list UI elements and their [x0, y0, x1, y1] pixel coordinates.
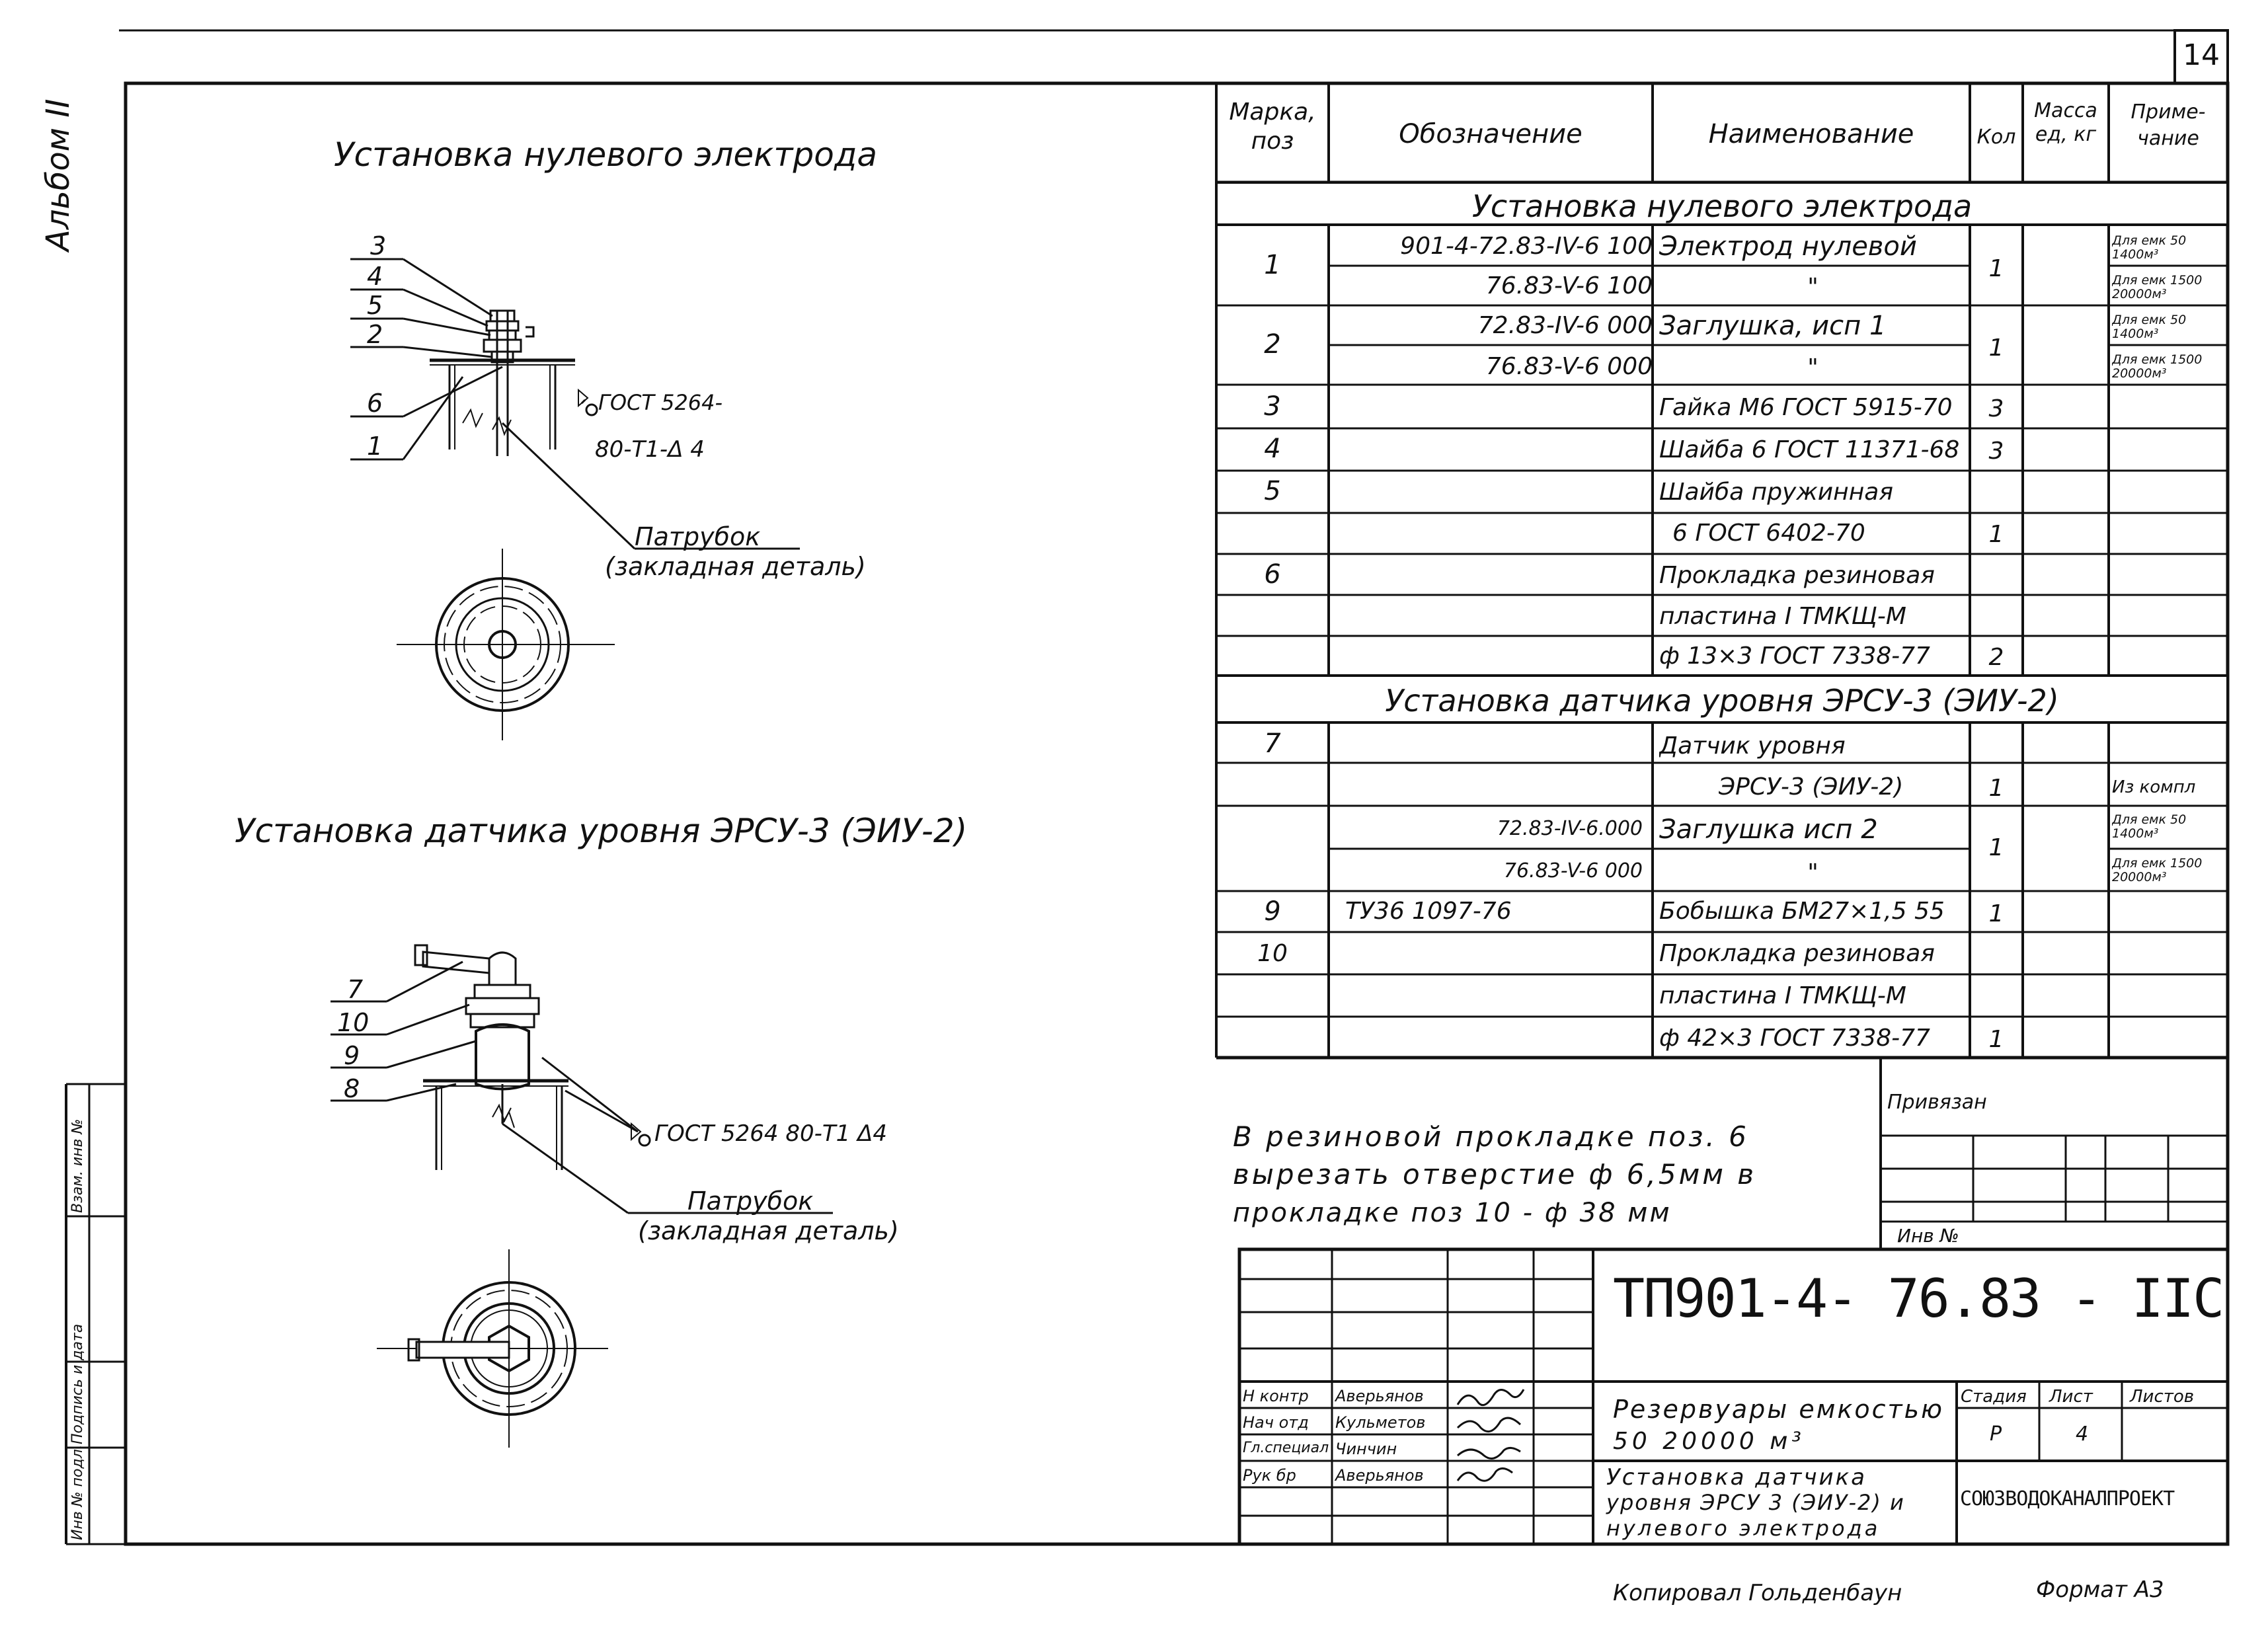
sig-role-3: Гл.специал: [1243, 1440, 1329, 1456]
row1-name: Электрод нулевой: [1659, 231, 1917, 262]
format-label: Формат А3: [2036, 1577, 2164, 1603]
drawing2-title: Установка датчика уровня ЭРСУ-3 (ЭИУ-2): [235, 812, 968, 850]
sheet-title-line1: Установка датчика: [1606, 1464, 1867, 1491]
project-line1: Резервуары емкостью: [1613, 1395, 1945, 1424]
row8b-prim: Для емк 1500 20000м³: [2112, 857, 2203, 884]
callout-1: 1: [367, 432, 383, 461]
section1-title: Установка нулевого электрода: [1471, 188, 1973, 224]
header-kol: Кол: [1976, 126, 2016, 149]
gost-ref-1a: ГОСТ 5264-: [598, 390, 723, 415]
row5-poz: 5: [1264, 476, 1281, 506]
row10c-kol: 1: [1988, 1026, 2004, 1053]
row5b-kol: 1: [1988, 521, 2004, 548]
row5-name: Шайба пружинная: [1659, 479, 1893, 506]
pipe-note-1: (закладная деталь): [605, 552, 866, 581]
row2-poz: 2: [1264, 329, 1281, 360]
row2-name: Заглушка, исп 1: [1659, 311, 1887, 341]
gost-ref-2: ГОСТ 5264 80-Т1 Δ4: [654, 1120, 887, 1147]
row9-oboz: ТУ36 1097-76: [1345, 898, 1512, 925]
side-stamp-vzam: Взам. инв №: [69, 1118, 86, 1213]
callout-6: 6: [367, 389, 383, 418]
sig-name-3: Чинчин: [1335, 1440, 1397, 1458]
row2b-name: ": [1807, 354, 1818, 381]
pipe-label-2: Патрубок: [687, 1187, 814, 1216]
row9-name: Бобышка БМ27×1,5 55: [1659, 898, 1945, 925]
note-line3: прокладке поз 10 - ф 38 мм: [1233, 1198, 1672, 1228]
row6c-name: ф 13×3 ГОСТ 7338-77: [1659, 643, 1930, 670]
row4-name: Шайба 6 ГОСТ 11371-68: [1659, 436, 1960, 463]
stage-label: Стадия: [1961, 1387, 2027, 1407]
side-stamp-inv: Инв № подл.: [69, 1444, 86, 1540]
row7b-prim: Из компл: [2112, 777, 2196, 797]
note-line2: вырезать отверстие ф 6,5мм в: [1233, 1158, 1757, 1190]
row10c-name: ф 42×3 ГОСТ 7338-77: [1659, 1025, 1930, 1052]
row3-name: Гайка М6 ГОСТ 5915-70: [1659, 394, 1953, 421]
doc-code: ТП901-4- 76.83 - IIС: [1613, 1268, 2224, 1329]
row8-prim: Для емк 50 1400м³: [2112, 813, 2187, 841]
sig-name-1: Аверьянов: [1335, 1387, 1424, 1405]
row1b-name: ": [1807, 274, 1818, 301]
row6b-name: пластина I ТМКЩ-М: [1659, 603, 1906, 630]
row7-poz: 7: [1264, 728, 1281, 759]
sig-name-4: Аверьянов: [1335, 1466, 1424, 1485]
sig-role-1: Н контр: [1243, 1387, 1309, 1405]
row2-kol: 1: [1988, 334, 2004, 362]
copied-by: Копировал Гольденбаун: [1613, 1580, 1902, 1606]
row1-oboz: 901-4-72.83-IV-6 100: [1400, 233, 1653, 260]
row1-poz: 1: [1264, 250, 1281, 280]
sheets-label: Листов: [2130, 1387, 2195, 1407]
stage-value: Р: [1990, 1423, 2002, 1446]
header-primechanie: Приме- чание: [2131, 100, 2206, 150]
header-naimenovanie: Наименование: [1708, 119, 1914, 149]
row2-prim: Для емк 50 1400м³: [2112, 313, 2187, 341]
note-line1: В резиновой прокладке поз. 6: [1233, 1120, 1749, 1153]
row10-poz: 10: [1257, 940, 1288, 967]
row1-kol: 1: [1988, 255, 2004, 282]
row2b-oboz: 76.83-V-6 000: [1485, 353, 1653, 380]
row5b-name: 6 ГОСТ 6402-70: [1672, 520, 1865, 547]
pipe-label-1: Патрубок: [635, 522, 761, 551]
row6-poz: 6: [1264, 559, 1281, 590]
project-line2: 50 20000 м³: [1613, 1428, 1805, 1455]
row10-name: Прокладка резиновая: [1659, 940, 1935, 967]
row3-poz: 3: [1264, 391, 1281, 422]
row4-poz: 4: [1264, 434, 1281, 464]
sheet-label: Лист: [2049, 1387, 2093, 1407]
callout-8: 8: [344, 1074, 360, 1103]
row6-name: Прокладка резиновая: [1659, 562, 1935, 589]
row9-poz: 9: [1264, 896, 1281, 927]
sheet-value: 4: [2076, 1423, 2089, 1446]
sig-role-4: Рук бр: [1243, 1466, 1296, 1485]
callout-2: 2: [367, 320, 383, 349]
row7-name: Датчик уровня: [1659, 732, 1846, 760]
row8b-oboz: 76.83-V-6 000: [1503, 859, 1643, 882]
row8-oboz: 72.83-IV-6.000: [1497, 817, 1643, 840]
header-oboznachenie: Обозначение: [1399, 119, 1583, 149]
row4-kol: 3: [1988, 438, 2004, 465]
side-stamp-sign: Подпись и дата: [69, 1323, 86, 1444]
callout-3: 3: [370, 231, 387, 260]
sig-role-2: Нач отд: [1243, 1413, 1309, 1432]
section2-title: Установка датчика уровня ЭРСУ-3 (ЭИУ-2): [1385, 683, 2059, 719]
row2-oboz: 72.83-IV-6 000: [1477, 312, 1653, 339]
drawing1-title: Установка нулевого электрода: [334, 136, 878, 174]
row3-kol: 3: [1988, 395, 2004, 422]
row7b-name: ЭРСУ-3 (ЭИУ-2): [1719, 773, 1904, 800]
sig-name-2: Кульметов: [1335, 1413, 1426, 1432]
row10b-name: пластина I ТМКЩ-М: [1659, 982, 1906, 1009]
gost-ref-1b: 80-Т1-Δ 4: [595, 436, 705, 463]
row1b-prim: Для емк 1500 20000м³: [2112, 274, 2203, 301]
row8b-name: ": [1807, 859, 1818, 886]
inv-label: Инв №: [1897, 1225, 1959, 1247]
sheet-number: 14: [2183, 38, 2220, 72]
callout-9: 9: [344, 1041, 360, 1070]
row8-name: Заглушка исп 2: [1659, 814, 1878, 845]
pipe-note-2: (закладная деталь): [638, 1216, 899, 1245]
row1b-oboz: 76.83-V-6 100: [1485, 272, 1653, 299]
row7b-kol: 1: [1988, 775, 2004, 802]
row9-kol: 1: [1988, 900, 2004, 927]
privyazan-label: Привязан: [1887, 1091, 1987, 1114]
sheet-title-line2: уровня ЭРСУ 3 (ЭИУ-2) и: [1606, 1490, 1905, 1515]
callout-5: 5: [367, 291, 383, 320]
organization: СОЮЗВОДОКАНАЛПРОЕКТ: [1960, 1487, 2175, 1510]
album-label: Альбом II: [40, 98, 77, 251]
header-marka: Марка, поз: [1229, 98, 1316, 155]
callout-4: 4: [367, 262, 383, 291]
callout-10: 10: [337, 1008, 370, 1037]
row2b-prim: Для емк 1500 20000м³: [2112, 353, 2203, 381]
row8-kol: 1: [1988, 834, 2004, 861]
row1-prim: Для емк 50 1400м³: [2112, 234, 2187, 262]
row6c-kol: 2: [1988, 644, 2004, 671]
header-massa: Масса ед, кг: [2034, 99, 2097, 146]
sheet-title-line3: нулевого электрода: [1606, 1516, 1881, 1541]
callout-7: 7: [347, 975, 364, 1004]
